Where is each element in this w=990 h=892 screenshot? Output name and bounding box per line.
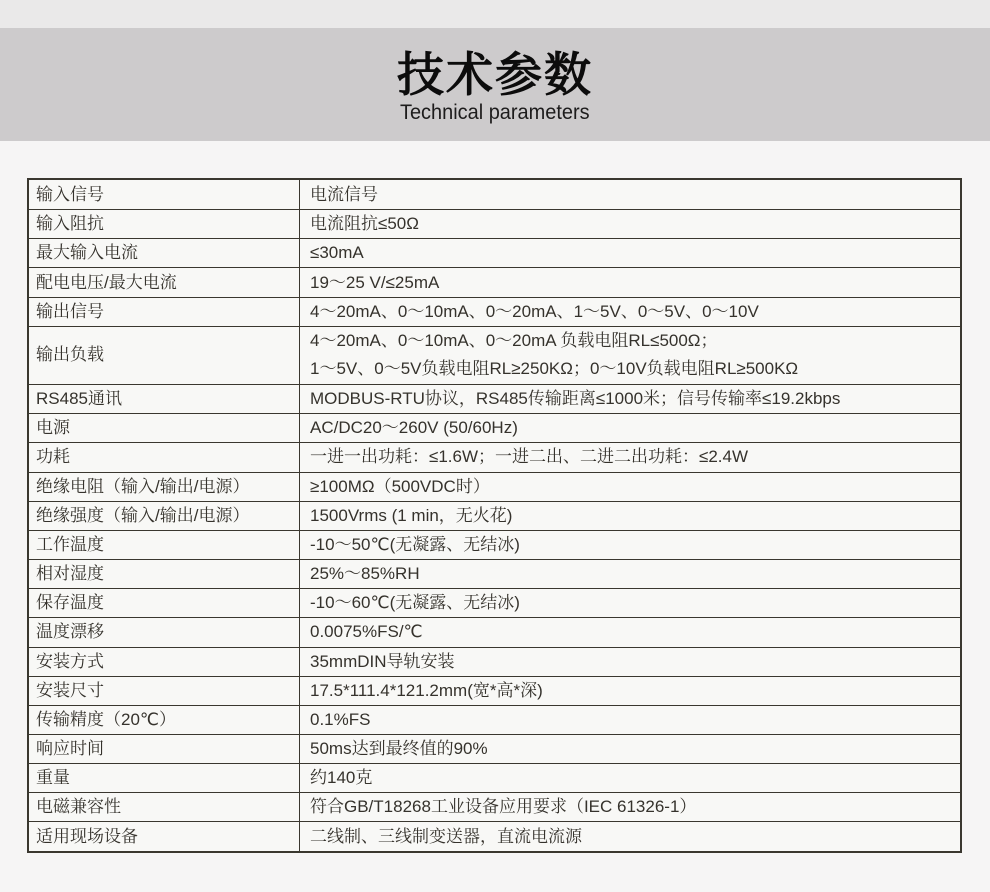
table-row [29,267,960,296]
param-value-cell [300,298,960,326]
param-value-line: 一进一出功耗：≤1.6W；一进二出、二进二出功耗：≤2.4W [310,447,749,467]
param-value-line: MODBUS-RTU协议，RS485传输距离≤1000米；信号传输率≤19.2kbps [310,389,841,409]
table-row [29,617,960,646]
param-label-cell: 安装方式 [29,648,300,676]
param-value-cell [300,414,960,442]
table-row [29,763,960,792]
param-value-line: 电流阻抗≤50Ω [310,214,419,234]
param-value-line: 二线制、三线制变送器，直流电流源 [310,826,582,846]
table-row [29,647,960,676]
param-value-line: 符合GB/T18268工业设备应用要求（IEC 61326-1） [310,797,697,817]
param-value-cell [300,443,960,471]
page-subtitle: Technical parameters [400,100,590,124]
param-value-line: 1500Vrms (1 min，无火花) [310,505,513,525]
param-label-cell: 功耗 [29,443,300,471]
param-value-line: 4～20mA、0～10mA、0～20mA 负载电阻RL≤500Ω； [310,331,718,351]
param-label-cell: 输出负载 [29,327,300,384]
param-value-cell [300,327,960,384]
param-label-cell: 传输精度（20℃） [29,706,300,734]
top-strip [0,0,990,28]
param-value-line: 1～5V、0～5V负载电阻RL≥250KΩ；0～10V负载电阻RL≥500KΩ [310,359,799,379]
param-label-cell: 温度漂移 [29,618,300,646]
param-label-cell: 安装尺寸 [29,677,300,705]
param-label-cell: 输入信号 [29,180,300,209]
param-value-line: -10～60℃(无凝露、无结冰) [310,593,520,613]
param-value-cell [300,793,960,821]
table-row [29,734,960,763]
table-row [29,588,960,617]
param-value-cell [300,210,960,238]
param-value-cell [300,502,960,530]
param-value-line: 25%～85%RH [310,564,420,584]
param-value-line: 0.1%FS [310,709,371,729]
param-value-cell [300,268,960,296]
table-row [29,384,960,413]
table-row [29,676,960,705]
param-value-line: ≤30mA [310,243,364,263]
param-label-cell: 绝缘电阻（输入/输出/电源） [29,473,300,501]
table-row [29,297,960,326]
param-label-cell: 相对湿度 [29,560,300,588]
param-value-cell [300,764,960,792]
table-row [29,442,960,471]
param-value-line: -10～50℃(无凝露、无结冰) [310,534,520,554]
table-row [29,792,960,821]
param-label-cell: 电源 [29,414,300,442]
param-value-line: 19～25 V/≤25mA [310,272,440,292]
param-value-cell [300,239,960,267]
param-value-cell [300,735,960,763]
param-value-line: 约140克 [310,768,373,788]
param-label-cell: 最大输入电流 [29,239,300,267]
param-value-cell [300,677,960,705]
param-label-cell: 响应时间 [29,735,300,763]
param-value-cell [300,473,960,501]
param-label-cell: 输入阻抗 [29,210,300,238]
table-row [29,530,960,559]
table-row [29,326,960,384]
param-value-line: AC/DC20～260V (50/60Hz) [310,418,518,438]
table-row [29,413,960,442]
table-row [29,472,960,501]
param-value-cell [300,180,960,209]
spec-table [27,178,962,853]
param-value-cell [300,618,960,646]
param-label-cell: 重量 [29,764,300,792]
header-band [0,28,990,141]
param-label-cell: 绝缘强度（输入/输出/电源） [29,502,300,530]
param-value-cell [300,648,960,676]
param-value-cell [300,822,960,850]
param-label-cell: 工作温度 [29,531,300,559]
param-label-cell: 电磁兼容性 [29,793,300,821]
param-value-cell [300,531,960,559]
table-row [29,209,960,238]
param-value-line: 电流信号 [310,184,378,204]
param-value-cell [300,385,960,413]
param-value-line: ≥100MΩ（500VDC时） [310,476,490,496]
param-value-cell [300,706,960,734]
table-row [29,238,960,267]
param-value-cell [300,589,960,617]
param-value-line: 17.5*111.4*121.2mm(宽*高*深) [310,680,543,700]
param-label-cell: 输出信号 [29,298,300,326]
table-row [29,559,960,588]
param-value-line: 50ms达到最终值的90% [310,739,488,759]
param-value-line: 35mmDIN导轨安装 [310,651,455,671]
table-row [29,821,960,850]
param-label-cell: 配电电压/最大电流 [29,268,300,296]
param-value-line: 0.0075%FS/℃ [310,622,423,642]
table-row [29,501,960,530]
param-value-cell [300,560,960,588]
param-label-cell: 保存温度 [29,589,300,617]
table-row [29,705,960,734]
param-label-cell: 适用现场设备 [29,822,300,850]
page-title: 技术参数 [397,48,593,102]
table-row [29,180,960,209]
param-label-cell: RS485通讯 [29,385,300,413]
param-value-line: 4～20mA、0～10mA、0～20mA、1～5V、0～5V、0～10V [310,301,759,321]
